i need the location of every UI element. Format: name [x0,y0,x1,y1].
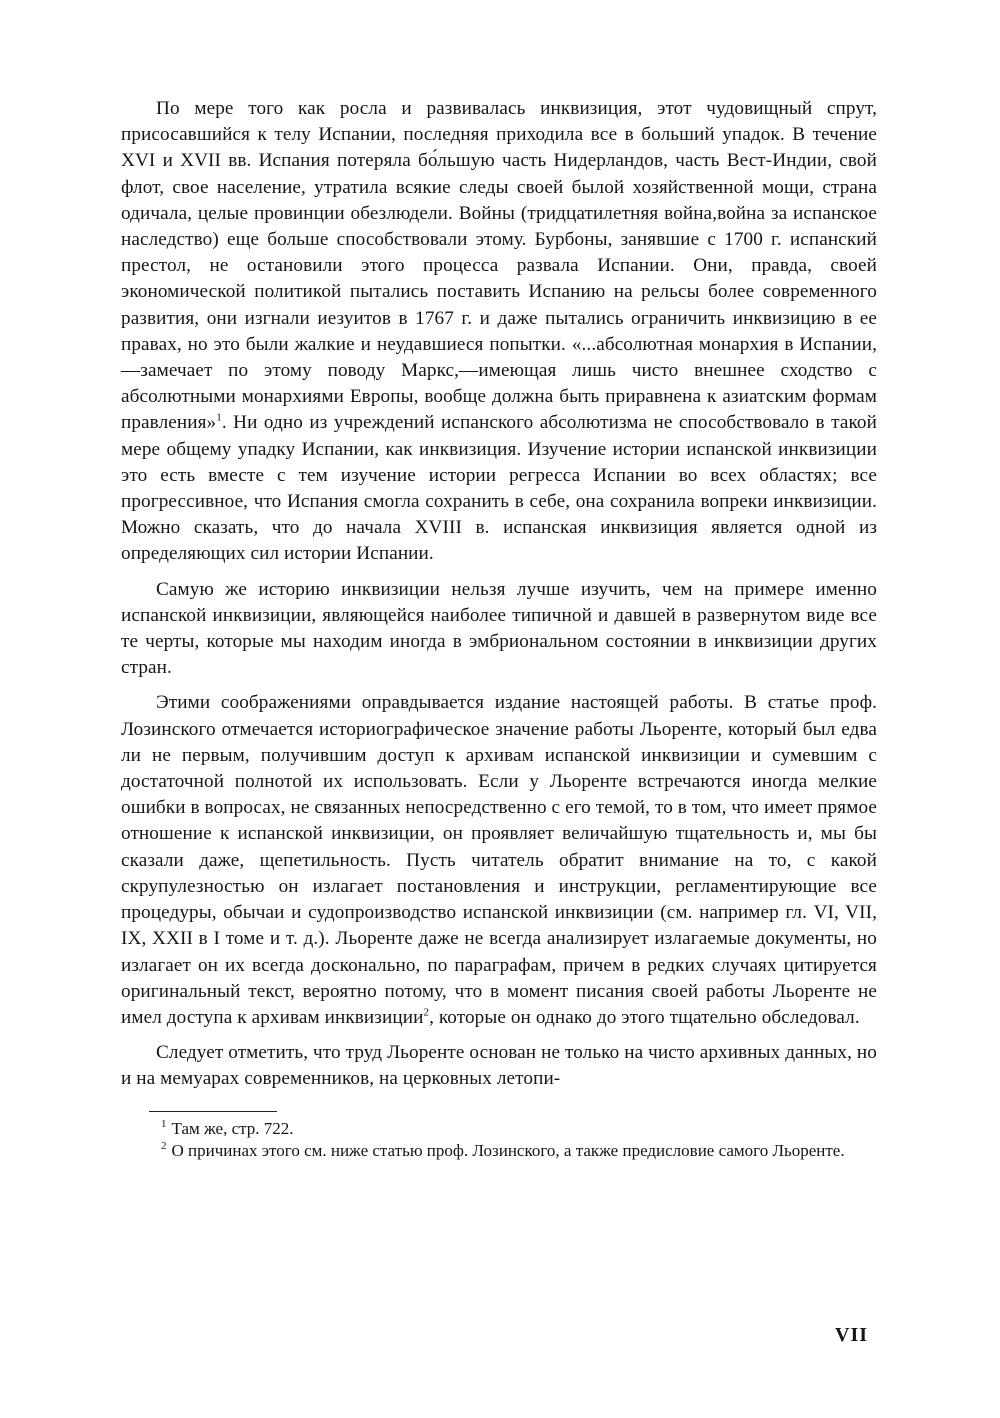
footnote-divider [149,1111,277,1112]
footnote-1-text: Там же, стр. 722. [171,1118,294,1138]
paragraph-2-text: Самую же историю инквизиции нельзя лучше изучить, чем на примере именно испанской инквизиции, являющейся наиболее типичной и давшей в развернутом виде все те черты, которые мы находим иногда в эмбриональном состоянии в инквизиции других стран. [121,578,877,679]
footnote-2-text: О причинах этого см. ниже статью проф. Лозинского, а также предисловие самого Льоренте. [171,1140,845,1160]
footnotes [121,1118,877,1162]
paragraph-1 [121,96,877,568]
paragraph-3 [121,690,877,1031]
paragraph-4-text: Следует отметить, что труд Льоренте основан не только на чисто архивных данных, но и на мемуарах современников, на церковных летопи- [121,1042,877,1090]
footnote-1-mark: 1 [161,1117,167,1130]
paragraph-2 [121,577,877,682]
footnote-1 [121,1118,877,1140]
footnote-ref-1[interactable]: 1 [216,412,222,425]
paragraph-4 [121,1040,877,1092]
paragraph-3-text: Этими соображениями оправдывается издание настоящей работы. В статье проф. Лозинского отмечается историографическое значение работы Льоренте, который был едва ли не первым, получившим доступ к архивам испанской инквизиции и сумевшим с достаточной полнотой их использовать. Если у Льоренте встречаются иногда мелкие ошибки в вопросах, не связанных непосредственно с его темой, то в том, что имеет прямое отношение к испанской инквизиции, он проявляет величайшую тщательность и, мы бы сказали даже, щепетильность. Пусть читатель обратит внимание на то, с какой скрупулезностью он излагает постановления и инструкции, регламентирующие все процедуры, обычаи и судопроизводство испанской инквизиции (см. например гл. VI, VII, IX, XXII в I томе и т. д.). Льоренте даже не всегда анализирует излагаемые документы, но излагает он их всегда досконально, по параграфам, причем в редких случаях цитируется оригинальный текст, вероятно потому, что в момент писания своей работы Льоренте не имел доступа к архивам инквизиции [121,692,878,1028]
footnote-2-mark: 2 [161,1139,167,1152]
footnote-ref-2[interactable]: 2 [423,1006,430,1019]
paragraph-3-tail: , которые он однако до этого тщательно обследовал. [429,1006,860,1028]
paragraph-1-tail: . Ни одно из учреждений испанского абсолютизма не способствовало в такой мере общему упадку Испании, как инквизиция. Изучение истории испанской инквизиции это есть вместе с тем изучение истории регресса Испании во всех областях; все прогрессивное, что Испания смогла сохранить в себе, она сохранила вопреки инквизиции. Можно сказать, что до начала XVIII в. испанская инквизиция является одной из определяющих сил истории Испании. [121,412,877,565]
page-number: VII [835,1324,869,1346]
footnote-2 [121,1140,877,1162]
paragraph-1-text: По мере того как росла и развивалась инквизиция, этот чудовищный спрут, присосавшийся к телу Испании, последняя приходила все в больший упадок. В течение XVI и XVII вв. Испания потеряла бо́льшую часть Нидерландов, часть Вест-Индии, свой флот, свое население, утратила всякие следы своей былой хозяйственной мощи, страна одичала, целые провинции обезлюдели. Войны (тридцатилетняя война,война за испанское наследство) еще больше способствовали этому. Бурбоны, занявшие с 1700 г. испанский престол, не остановили этого процесса развала Испании. Они, правда, своей экономической политикой пытались поставить Испанию на рельсы более современного развития, они изгнали иезуитов в 1767 г. и даже пытались ограничить инквизицию в ее правах, но это были жалкие и неудавшиеся попытки. «...абсолютная монархия в Испании,—замечает по этому поводу Маркс,—имеющая лишь чисто внешнее сходство с абсолютными монархиями Европы, вообще должна быть приравнена к азиатским формам правления» [121,98,877,434]
page-body [121,96,877,1162]
